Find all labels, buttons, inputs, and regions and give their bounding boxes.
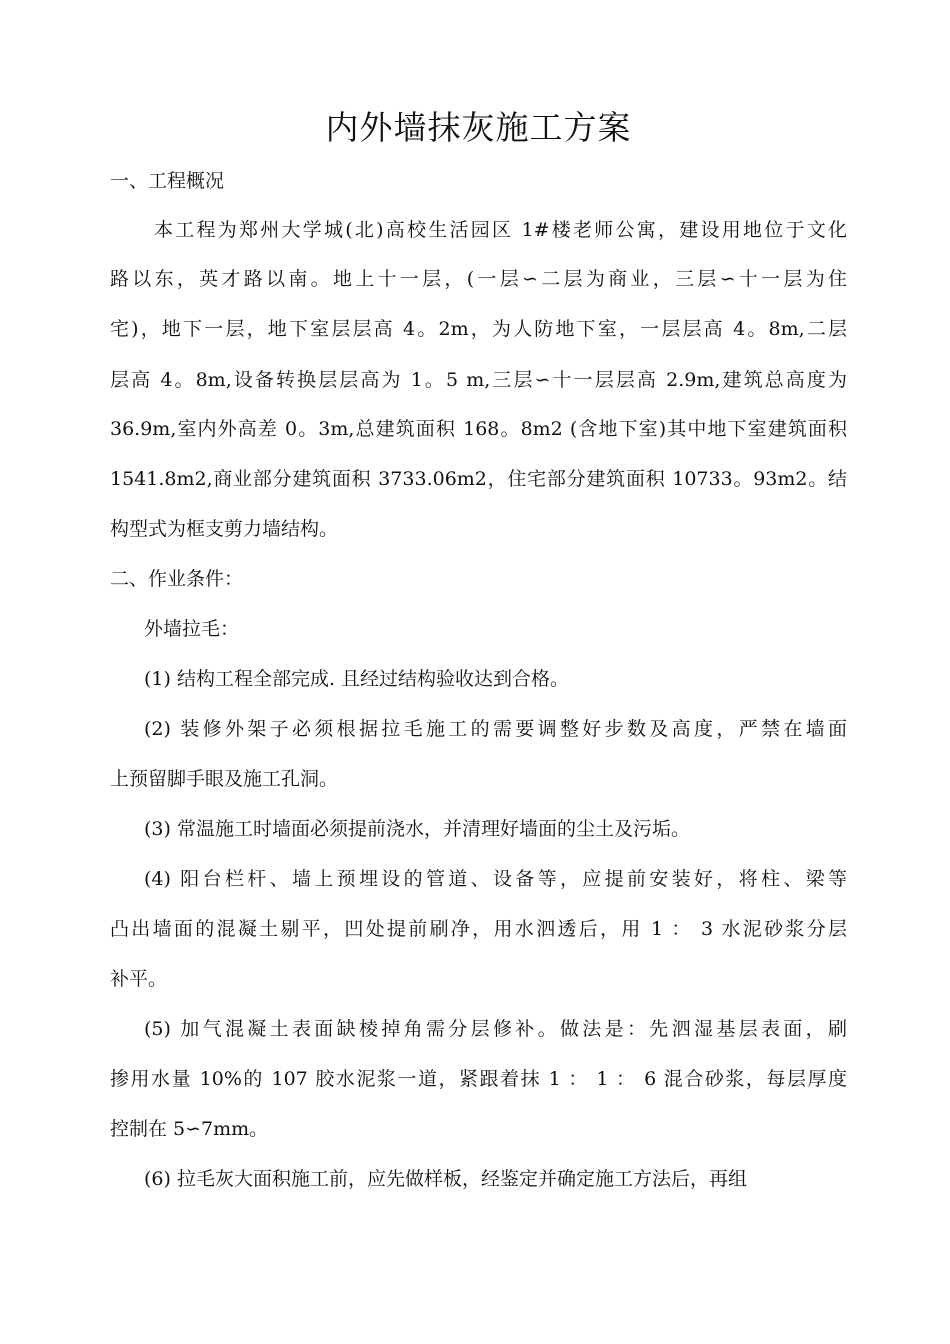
- list-item-2: (2) 装修外架子必须根据拉毛施工的需要调整好步数及高度，严禁在墙面: [144, 718, 847, 740]
- paragraph-line: 本工程为郑州大学城(北)高校生活园区 1#楼老师公寓，建设用地位于文化: [154, 219, 847, 241]
- list-item-5: (5) 加气混凝土表面缺棱掉角需分层修补。做法是：先泗湿基层表面，刷: [144, 1018, 847, 1040]
- paragraph-line: 宅)，地下一层，地下室层层高 4。2m，为人防地下室，一层层高 4。8m,二层: [110, 318, 847, 340]
- paragraph-line: 1541.8m2,商业部分建筑面积 3733.06m2，住宅部分建筑面积 10733。93m2。结: [110, 468, 847, 490]
- list-item-4-continued: 凸出墙面的混凝土剔平，凹处提前刷净，用水泗透后，用 1 ： 3 水泥砂浆分层: [110, 918, 847, 940]
- paragraph-line: 构型式为框支剪力墙结构。: [110, 518, 339, 540]
- paragraph-line: 层高 4。8m,设备转换层层高为 1。5 m,三层∽十一层层高 2.9m,建筑总高度为: [110, 369, 847, 391]
- list-item-3: (3) 常温施工时墙面必须提前浇水，并清理好墙面的尘土及污垢。: [144, 818, 690, 840]
- list-item-4-continued: 补平。: [110, 968, 168, 990]
- list-item-1: (1) 结构工程全部完成. 且经过结构验收达到合格。: [144, 668, 570, 690]
- paragraph-line: 36.9m,室内外高差 0。3m,总建筑面积 168。8m2 (含地下室)其中地下室建筑面积: [110, 418, 847, 440]
- list-item-2-continued: 上预留脚手眼及施工孔洞。: [110, 768, 339, 790]
- list-item-4: (4) 阳台栏杆、墙上预埋设的管道、设备等，应提前安装好，将柱、梁等: [144, 868, 847, 890]
- list-item-6: (6) 拉毛灰大面积施工前，应先做样板，经鉴定并确定施工方法后，再组: [144, 1168, 747, 1190]
- section-heading-overview: 一、工程概况: [110, 170, 225, 192]
- list-item-5-continued: 控制在 5∽7mm。: [110, 1118, 269, 1140]
- section-heading-conditions: 二、作业条件：: [110, 568, 244, 590]
- document-title: 内外墙抹灰施工方案: [325, 108, 632, 147]
- list-item-5-continued: 掺用水量 10%的 107 胶水泥浆一道，紧跟着抹 1 ： 1 ： 6 混合砂浆，每层厚度: [110, 1068, 847, 1090]
- subheading-exterior-wall: 外墙拉毛：: [144, 618, 240, 640]
- paragraph-line: 路以东，英才路以南。地上十一层，(一层∽二层为商业，三层∽十一层为住: [110, 268, 847, 290]
